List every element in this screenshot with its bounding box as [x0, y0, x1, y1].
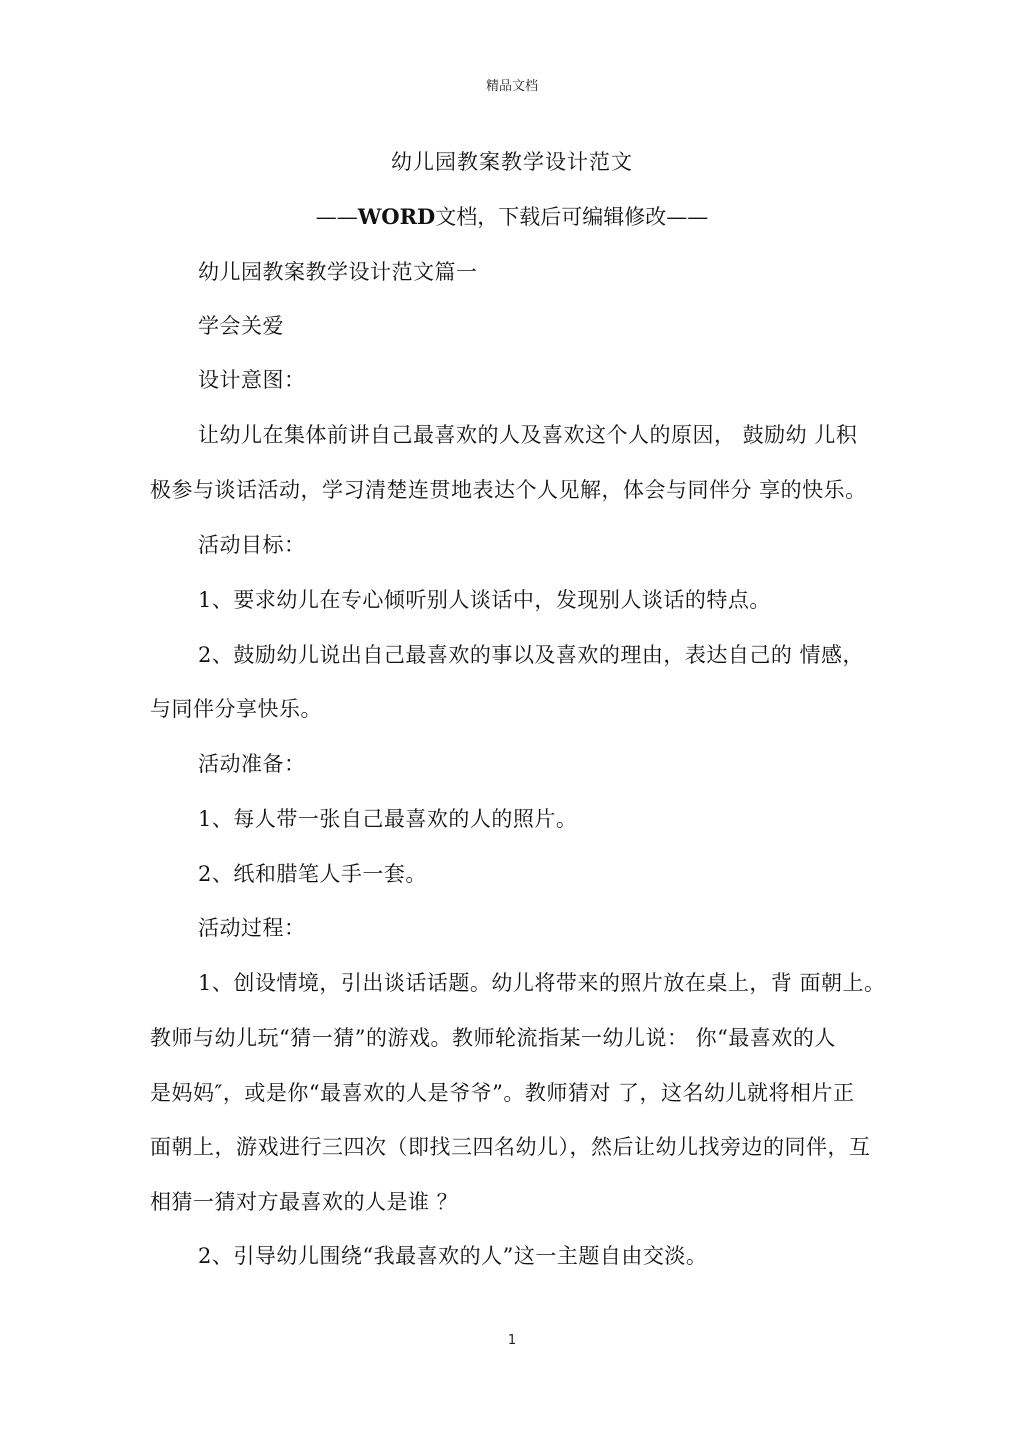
subtitle-rest: 文档，下载后可编辑修改——	[435, 205, 709, 229]
design-intent-heading: 设计意图：	[198, 368, 306, 392]
list-item-continuation: 与同伴分享快乐。	[150, 697, 322, 721]
goals-heading: 活动目标：	[198, 533, 306, 557]
list-item: 1、创设情境，引出谈话话题。幼儿将带来的照片放在桌上，背 面朝上。	[198, 971, 886, 995]
list-item-continuation: 教师与幼儿玩“猜一猜”的游戏。教师轮流指某一幼儿说： 你“最喜欢的人	[150, 1026, 836, 1050]
list-item: 1、每人带一张自己最喜欢的人的照片。	[198, 807, 578, 831]
lesson-title: 学会关爱	[198, 314, 284, 338]
list-item: 2、鼓励幼儿说出自己最喜欢的事以及喜欢的理由，表达自己的 情感，	[198, 643, 865, 667]
subtitle-dash: ——	[315, 205, 358, 229]
document-subtitle	[0, 201, 1024, 231]
list-item: 2、纸和腊笔人手一套。	[198, 862, 427, 886]
page-header-mark: 精品文档	[485, 79, 538, 94]
paragraph-line: 让幼儿在集体前讲自己最喜欢的人及喜欢这个人的原因， 鼓励幼 儿积	[198, 423, 858, 447]
list-item: 2、引导幼儿围绕“我最喜欢的人”这一主题自由交淡。	[198, 1244, 708, 1268]
list-item-continuation: 面朝上，游戏进行三四次（即找三四名幼儿），然后让幼儿找旁边的同伴，互	[150, 1135, 871, 1159]
list-item-continuation: 相猜一猜对方最喜欢的人是谁 ？	[150, 1190, 459, 1214]
section-heading: 幼儿园教案教学设计范文篇一	[198, 260, 478, 284]
page-number: 1	[507, 1333, 517, 1348]
paragraph-line: 极参与谈话活动，学习清楚连贯地表达个人见解，体会与同伴分 享的快乐。	[150, 478, 867, 502]
document-title: 幼儿园教案教学设计范文	[391, 150, 633, 174]
list-item-continuation: 是妈妈″，或是你“最喜欢的人是爷爷”。教师猜对 了，这名幼儿就将相片正	[150, 1081, 855, 1105]
list-item: 1、要求幼儿在专心倾听别人谈话中，发现别人谈话的特点。	[198, 588, 771, 612]
subtitle-word: WORD	[357, 204, 436, 229]
process-heading: 活动过程：	[198, 916, 306, 940]
preparation-heading: 活动准备：	[198, 752, 306, 776]
